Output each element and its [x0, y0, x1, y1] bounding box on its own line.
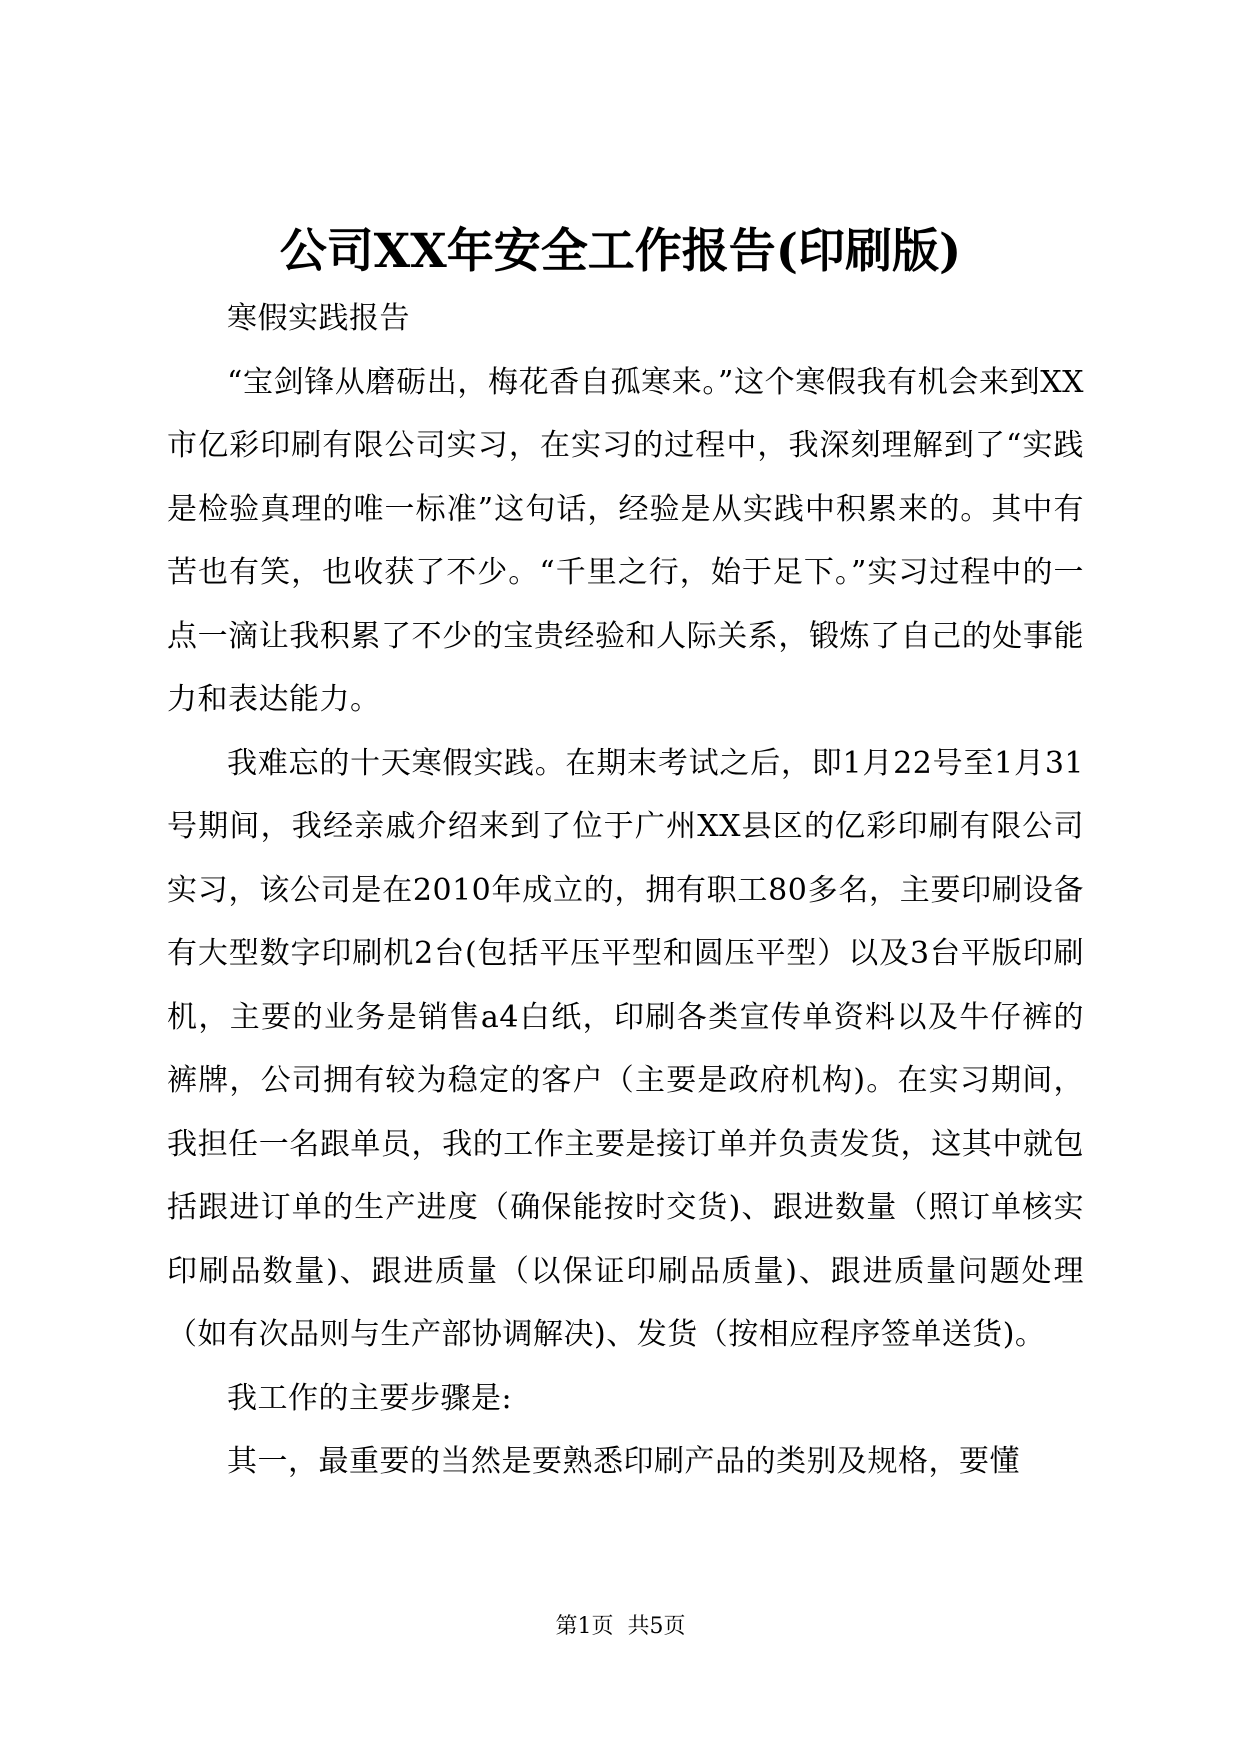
paragraph-intro: “宝剑锋从磨砺出，梅花香自孤寒来。”这个寒假我有机会来到XX市亿彩印刷有限公司实习，在实习的过程中，我深刻理解到了“实践是检验真理的唯一标准”这句话，经验是从实践中积累来的。其中有苦也有笑，也收获了不少。“千里之行，始于足下。”实习过程中的一点一滴让我积累了不少的宝贵经验和人际关系，锻炼了自己的处事能力和表达能力。 [167, 364, 1084, 717]
document-title: 公司XX年安全工作报告(印刷版) [279, 224, 962, 279]
footer-separator [614, 1614, 628, 1639]
page-number: 第1页 [555, 1614, 614, 1639]
document-body [167, 287, 1084, 1494]
paragraph-heading: 寒假实践报告 [227, 301, 410, 336]
paragraph-company: 我难忘的十天寒假实践。在期末考试之后，即1月22号至1月31号期间，我经亲戚介绍来到了位于广州XX县区的亿彩印刷有限公司实习，该公司是在2010年成立的，拥有职工80多名，主要印刷设备有大型数字印刷机2台(包括平压平型和圆压平型）以及3台平版印刷机，主要的业务是销售a4白纸，印刷各类宣传单资料以及牛仔裤的裤牌，公司拥有较为稳定的客户（主要是政府机构)。在实习期间，我担任一名跟单员，我的工作主要是接订单并负责发货，这其中就包括跟进订单的生产进度（确保能按时交货)、跟进数量（照订单核实印刷品数量)、跟进质量（以保证印刷品质量)、跟进质量问题处理（如有次品则与生产部协调解决)、发货（按相应程序签单送货)。 [167, 745, 1084, 1352]
paragraph-step-one: 其一，最重要的当然是要熟悉印刷产品的类别及规格，要懂 [227, 1444, 1020, 1479]
page-total: 共5页 [627, 1614, 686, 1639]
page-footer [0, 1612, 1241, 1642]
paragraph-steps-heading: 我工作的主要步骤是: [227, 1380, 513, 1416]
